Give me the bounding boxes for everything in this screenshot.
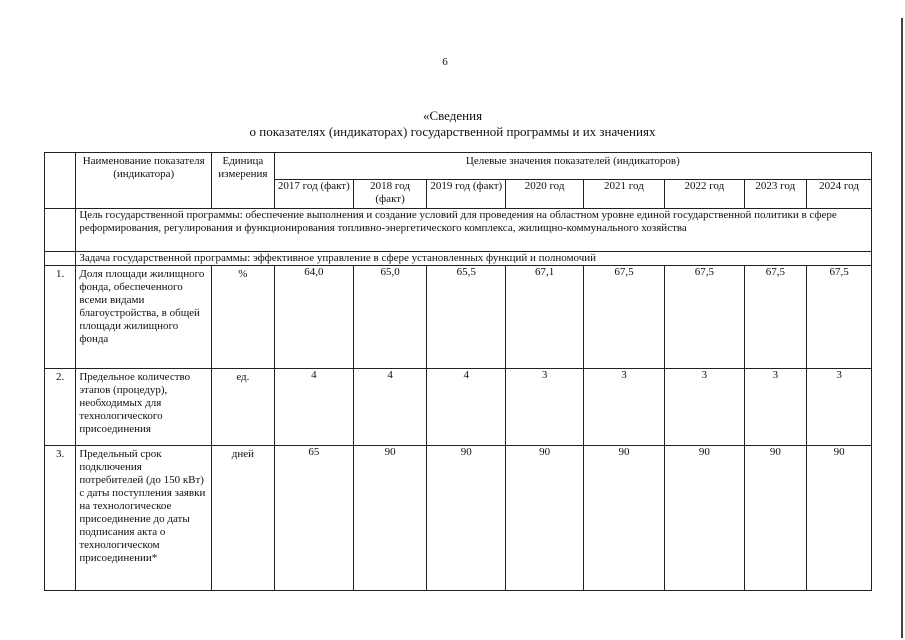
value-cell: 3 (506, 369, 583, 446)
table-row (45, 266, 872, 369)
row-number: 2. (45, 369, 76, 446)
header-unit: Единица измерения (212, 153, 275, 209)
goal-text: Цель государственной программы: обеспечение выполнения и создание условий для проведения на областном уровне единой государственной политики в сфере реформирования, регулирования и функционирования топливно-энергетического комплекса, жилищно-коммунального хозяйства (76, 209, 872, 252)
indicator-name: Предельный срок подключения потребителей (до 150 кВт) с даты поступления заявки на технологическое присоединение до даты подписания акта о технологическом присоединении* (76, 446, 212, 591)
value-cell: 90 (744, 446, 807, 591)
value-cell: 65,0 (354, 266, 427, 369)
row-number: 1. (45, 266, 76, 369)
page-number: 6 (442, 56, 448, 68)
value-cell: 67,1 (506, 266, 583, 369)
task-row (45, 252, 872, 266)
indicator-name: Доля площади жилищного фонда, обеспеченного всеми видами благоустройства, в общей площади жилищного фонда (76, 266, 212, 369)
value-cell: 67,5 (807, 266, 872, 369)
value-cell: 3 (665, 369, 744, 446)
value-cell: 67,5 (583, 266, 664, 369)
header-num-cell (45, 153, 76, 209)
value-cell: 65,5 (427, 266, 506, 369)
value-cell: 3 (807, 369, 872, 446)
value-cell: 90 (583, 446, 664, 591)
value-cell: 65 (274, 446, 353, 591)
value-cell: 90 (665, 446, 744, 591)
value-cell: 90 (427, 446, 506, 591)
value-cell: 4 (427, 369, 506, 446)
value-cell: 4 (274, 369, 353, 446)
document-title (0, 108, 905, 140)
goal-num-cell (45, 209, 76, 252)
table-row (45, 446, 872, 591)
value-cell: 3 (583, 369, 664, 446)
header-year: 2020 год (506, 180, 583, 209)
indicator-unit: дней (212, 446, 275, 591)
value-cell: 4 (354, 369, 427, 446)
indicator-unit: % (212, 266, 275, 369)
header-year: 2022 год (665, 180, 744, 209)
header-name: Наименование показателя (индикатора) (76, 153, 212, 209)
value-cell: 90 (354, 446, 427, 591)
header-year: 2023 год (744, 180, 807, 209)
indicator-unit: ед. (212, 369, 275, 446)
header-year: 2021 год (583, 180, 664, 209)
title-line-2: о показателях (индикаторах) государственной программы и их значениях (249, 124, 656, 139)
value-cell: 90 (807, 446, 872, 591)
value-cell: 67,5 (744, 266, 807, 369)
table-row (45, 369, 872, 446)
header-year: 2017 год (факт) (274, 180, 353, 209)
value-cell: 67,5 (665, 266, 744, 369)
header-targets: Целевые значения показателей (индикаторов) (274, 153, 871, 180)
row-number: 3. (45, 446, 76, 591)
header-year: 2024 год (807, 180, 872, 209)
goal-row (45, 209, 872, 252)
header-year: 2019 год (факт) (427, 180, 506, 209)
value-cell: 64,0 (274, 266, 353, 369)
header-year: 2018 год (факт) (354, 180, 427, 209)
page-edge-line (901, 18, 903, 638)
indicator-name: Предельное количество этапов (процедур), необходимых для технологического присоединения (76, 369, 212, 446)
indicators-table (44, 152, 872, 591)
title-line-1: «Сведения (422, 108, 483, 123)
header-row-1 (45, 153, 872, 180)
value-cell: 90 (506, 446, 583, 591)
value-cell: 3 (744, 369, 807, 446)
task-text: Задача государственной программы: эффективное управление в сфере установленных функций и полномочий (76, 252, 872, 266)
task-num-cell (45, 252, 76, 266)
